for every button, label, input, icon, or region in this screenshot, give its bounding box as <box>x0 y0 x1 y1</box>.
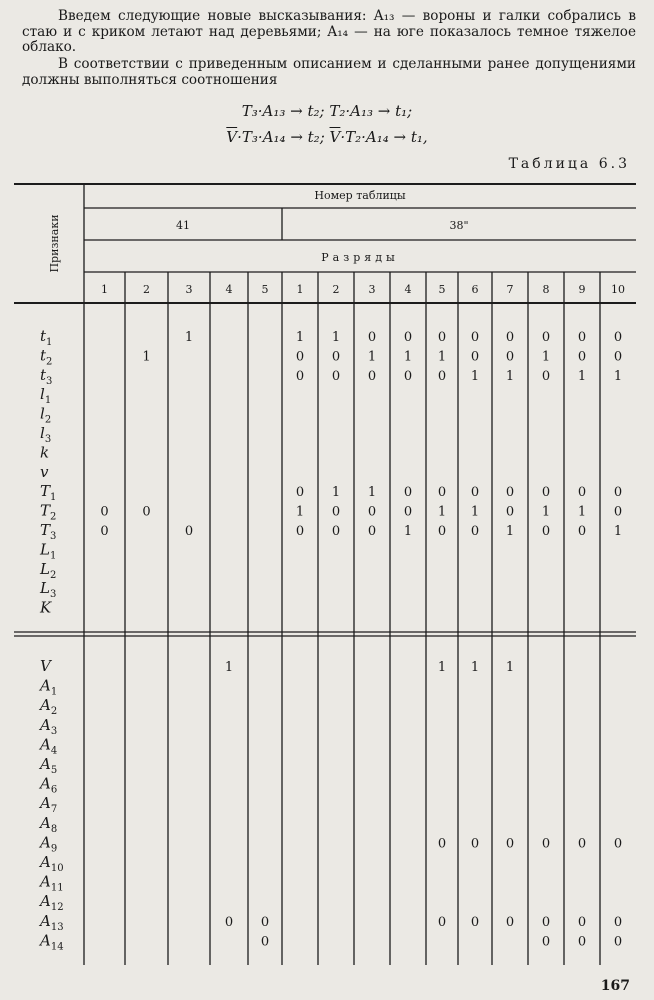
table-cell: 0 <box>505 485 515 501</box>
row-label: $T_1$ <box>40 482 57 504</box>
row-label: $L_2$ <box>40 559 57 581</box>
row-label: $A_4$ <box>40 735 58 757</box>
table-cell: 1 <box>331 485 341 501</box>
formula-part-2: ·T₂·A₁₄ → t₁, <box>340 128 428 146</box>
table-cell: 1 <box>470 660 480 675</box>
table-cell: 0 <box>470 349 480 365</box>
table-cell: 1 <box>470 504 480 520</box>
column-number: 9 <box>578 283 586 296</box>
table-cell: 0 <box>541 368 551 384</box>
formula-v-bar-2: $\overline{V}$ <box>329 128 341 146</box>
table-cell: 1 <box>403 349 413 365</box>
table-cell: 0 <box>403 368 413 384</box>
table-cell: 0 <box>295 349 305 365</box>
table-cell: 0 <box>613 914 623 930</box>
column-number: 1 <box>101 283 108 296</box>
table-cell: 0 <box>331 504 341 520</box>
relations-paragraph: В соответствии с приведенным описанием и сделанными ранее допущениями должны выполняться соотношения <box>22 56 636 88</box>
row-label: $T_2$ <box>40 501 57 523</box>
table-cell: 0 <box>505 349 515 365</box>
table-cell: 0 <box>295 524 305 539</box>
table-cell: 1 <box>184 330 194 345</box>
table-cell: 1 <box>437 504 447 520</box>
row-label: $L_1$ <box>40 540 57 562</box>
row-label: $A_9$ <box>40 833 58 855</box>
row-label: $A_{12}$ <box>40 892 64 914</box>
table-cell: 0 <box>613 330 623 345</box>
table-cell: 1 <box>295 330 305 345</box>
column-number: 10 <box>611 283 625 296</box>
table-cell: 0 <box>437 524 447 539</box>
table-cell: 0 <box>367 524 377 539</box>
table-cell: 0 <box>541 524 551 539</box>
table-cell: 0 <box>403 485 413 501</box>
row-label: $A_{13}$ <box>40 911 64 933</box>
table-cell: 0 <box>470 330 480 345</box>
table-cell: 1 <box>577 504 587 520</box>
table-cell: 0 <box>331 349 341 365</box>
table-cell: 0 <box>541 934 551 950</box>
table-cell: 1 <box>505 368 515 384</box>
table-cell: 0 <box>541 836 551 852</box>
table-cell: 0 <box>367 504 377 520</box>
row-label: $T_3$ <box>40 521 57 542</box>
row-label: $A_1$ <box>40 676 58 698</box>
table-cell: 1 <box>470 368 480 384</box>
table-cell: 0 <box>541 330 551 345</box>
column-number: 5 <box>438 283 446 296</box>
formula-v-bar-1: $\overline{V}$ <box>226 128 238 146</box>
row-label: $A_8$ <box>40 813 58 835</box>
row-label: $t_1$ <box>40 327 53 348</box>
header-table-number: Номер таблицы <box>314 189 406 202</box>
table-cell: 1 <box>331 330 341 345</box>
table-cell: 0 <box>295 368 305 384</box>
column-number: 7 <box>506 283 514 296</box>
table-cell: 1 <box>541 504 551 520</box>
table-cell: 0 <box>577 914 587 930</box>
column-number: 1 <box>296 283 304 296</box>
table-cell: 0 <box>613 836 623 852</box>
table-cell: 0 <box>260 914 270 930</box>
row-label: $A_{10}$ <box>40 853 64 874</box>
row-label: $A_5$ <box>40 755 58 776</box>
table-cell: 1 <box>367 349 377 365</box>
table-cell: 0 <box>613 934 623 950</box>
table-cell: 0 <box>437 485 447 501</box>
table-cell: 1 <box>437 349 447 365</box>
table-cell: 0 <box>100 504 109 520</box>
row-label: $A_3$ <box>40 715 58 737</box>
table-cell: 1 <box>437 660 447 675</box>
table-cell: 1 <box>505 524 515 539</box>
header-digits: Разряды <box>321 251 399 264</box>
table-cell: 0 <box>260 934 270 950</box>
column-number: 2 <box>143 283 150 296</box>
table-cell: 0 <box>403 330 413 345</box>
table-cell: 0 <box>470 485 480 501</box>
table-cell: 1 <box>224 660 234 675</box>
row-label: $A_2$ <box>40 696 58 718</box>
table-cell: 0 <box>437 914 447 930</box>
table-cell: 0 <box>505 504 515 520</box>
table-cell: 0 <box>613 485 623 501</box>
table-cell: 0 <box>437 330 447 345</box>
row-label: V <box>40 657 51 675</box>
table-cell: 0 <box>184 524 194 539</box>
table-cell: 0 <box>437 368 447 384</box>
table-cell: 0 <box>367 368 377 384</box>
table-cell: 0 <box>367 330 377 345</box>
row-label: $l_3$ <box>40 424 52 445</box>
table-cell: 0 <box>224 914 234 930</box>
row-label: $A_6$ <box>40 774 58 796</box>
column-number: 5 <box>261 283 269 296</box>
table-cell: 0 <box>437 836 447 852</box>
page-number: 167 <box>600 978 630 994</box>
row-label: $l_2$ <box>40 404 52 426</box>
intro-paragraph: Введем следующие новые высказывания: A₁₃ — вороны и галки собрались в стаю и с криком летают над деревьями; A₁₄ — на юге показалось темное тяжелое облако. <box>22 8 636 55</box>
table-cell: 1 <box>577 368 587 384</box>
table-cell: 1 <box>295 504 305 520</box>
column-number: 4 <box>404 283 412 296</box>
table-cell: 0 <box>577 836 587 852</box>
table-cell: 0 <box>505 836 515 852</box>
table-cell: 1 <box>142 349 151 365</box>
column-number: 8 <box>542 283 550 296</box>
row-label: $A_{14}$ <box>40 931 64 953</box>
row-label: v <box>40 462 49 481</box>
formula-part-1: ·T₃·A₁₄ → t₂; <box>237 128 330 146</box>
table-cell: 1 <box>505 660 515 675</box>
table-cell: 1 <box>613 368 623 384</box>
formula-line-1: T₃·A₁₃ → t₂; T₂·A₁₃ → t₁; <box>241 102 413 120</box>
table-cell: 0 <box>100 524 109 539</box>
row-label: $A_7$ <box>40 794 58 816</box>
table-cell: 0 <box>331 368 341 384</box>
row-label: K <box>40 598 52 617</box>
table-caption: Таблица 6.3 <box>508 156 630 172</box>
row-label: $A_{11}$ <box>40 872 64 894</box>
table-cell: 0 <box>577 524 587 539</box>
table-cell: 0 <box>470 524 480 539</box>
table-cell: 0 <box>505 330 515 345</box>
group-label: 38" <box>449 219 469 232</box>
table-cell: 0 <box>470 914 480 930</box>
column-number: 6 <box>471 283 479 296</box>
table-cell: 1 <box>613 524 623 539</box>
side-header: Признаки <box>48 214 61 273</box>
table-cell: 0 <box>613 504 623 520</box>
row-label: $t_3$ <box>40 365 53 387</box>
row-label: $L_3$ <box>40 579 57 601</box>
table-cell: 0 <box>505 914 515 930</box>
column-number: 4 <box>225 283 233 296</box>
table-cell: 0 <box>577 485 587 501</box>
table-cell: 0 <box>470 836 480 852</box>
table-cell: 0 <box>577 330 587 345</box>
table-cell: 0 <box>577 934 587 950</box>
table-cell: 0 <box>142 504 151 520</box>
table-cell: 0 <box>403 504 413 520</box>
column-number: 3 <box>368 283 376 296</box>
table-cell: 0 <box>295 485 305 501</box>
table-cell: 0 <box>541 914 551 930</box>
row-label: $l_1$ <box>40 385 52 407</box>
row-label: $t_2$ <box>40 346 53 368</box>
table-cell: 1 <box>403 524 413 539</box>
table-cell: 0 <box>613 349 623 365</box>
group-label: 41 <box>176 219 190 232</box>
table-cell: 1 <box>541 349 551 365</box>
table-cell: 0 <box>331 524 341 539</box>
row-label: k <box>40 443 50 462</box>
table-cell: 0 <box>541 485 551 501</box>
column-number: 3 <box>185 283 193 296</box>
table-cell: 0 <box>577 349 587 365</box>
column-number: 2 <box>332 283 340 296</box>
table-cell: 1 <box>367 485 377 501</box>
